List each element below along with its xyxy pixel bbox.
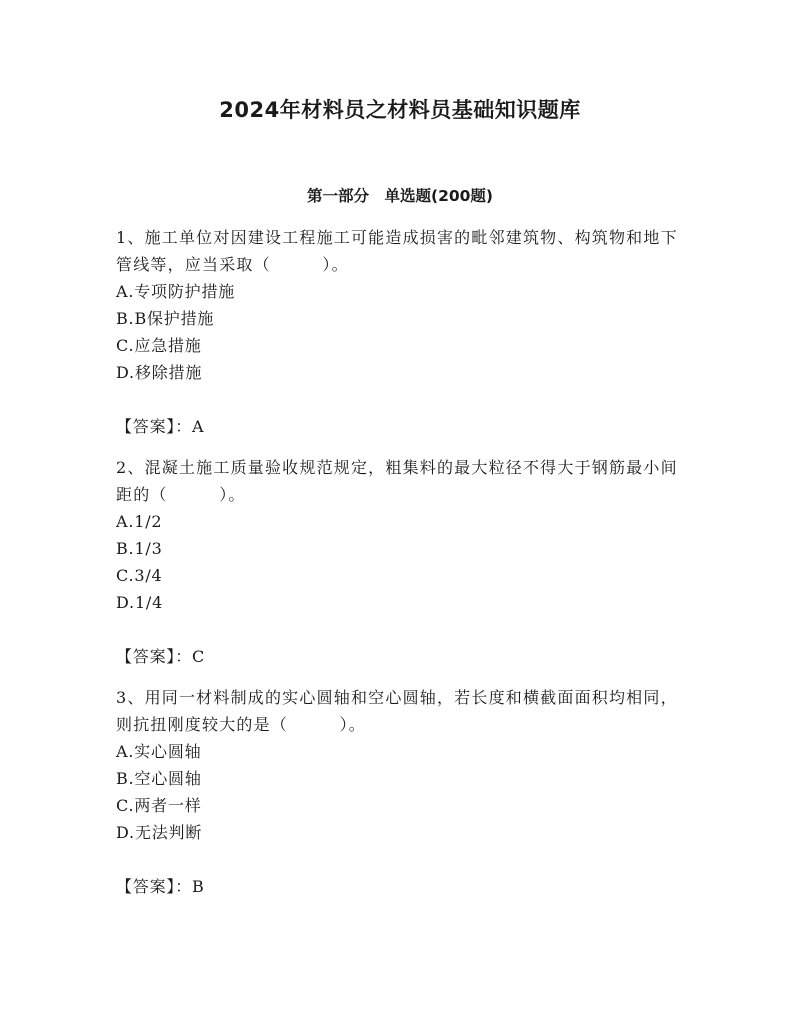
option-b: B.B保护措施	[116, 309, 215, 328]
question-stem: 2、混凝土施工质量验收规范规定，粗集料的最大粒径不得大于钢筋最小间距的（ ）。	[116, 458, 678, 504]
option-a: A.专项防护措施	[116, 282, 236, 301]
option-list	[116, 508, 686, 616]
option-a: A.1/2	[116, 512, 163, 531]
option-c: C.两者一样	[116, 796, 202, 815]
option-list	[116, 278, 686, 386]
question-stem: 3、用同一材料制成的实心圆轴和空心圆轴，若长度和横截面面积均相同，则抗扭刚度较大的是（ ）。	[116, 688, 678, 734]
option-d: D.无法判断	[116, 823, 203, 842]
question-stem: 1、施工单位对因建设工程施工可能造成损害的毗邻建筑物、构筑物和地下管线等，应当采取（ ）。	[116, 228, 678, 274]
question-2	[116, 454, 686, 670]
answer-label: 【答案】：C	[116, 647, 206, 666]
option-b: B.1/3	[116, 539, 163, 558]
answer-label: 【答案】：A	[116, 417, 205, 436]
document-title: 2024年材料员之材料员基础知识题库	[219, 98, 581, 122]
option-c: C.应急措施	[116, 336, 202, 355]
option-d: D.移除措施	[116, 363, 203, 382]
answer-label: 【答案】：B	[116, 877, 205, 896]
question-3	[116, 684, 686, 900]
option-c: C.3/4	[116, 566, 163, 585]
section-title: 第一部分 单选题(200题)	[306, 187, 494, 205]
option-b: B.空心圆轴	[116, 769, 202, 788]
option-a: A.实心圆轴	[116, 742, 202, 761]
question-1	[116, 224, 686, 440]
option-list	[116, 738, 686, 846]
option-d: D.1/4	[116, 593, 164, 612]
